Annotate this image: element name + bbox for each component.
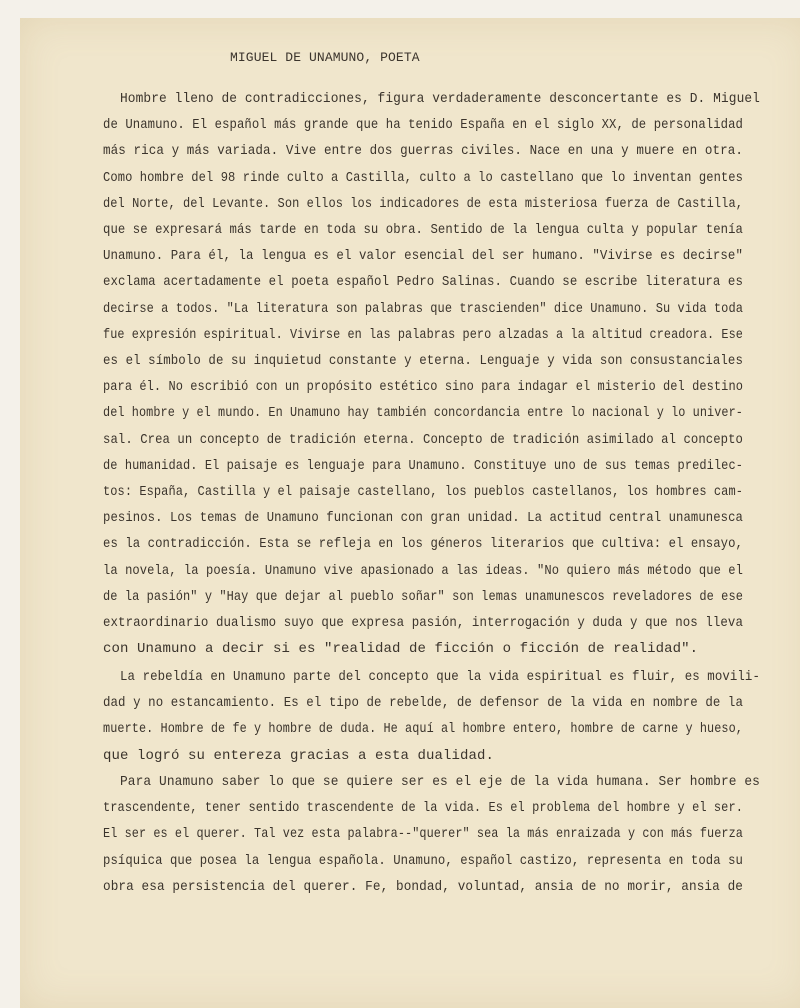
paragraph-2-line: dad y no estancamiento. Es el tipo de rebelde, de defensor de la vida en nombre de la [103, 695, 743, 712]
paragraph-3-line: trascendente, tener sentido trascendente de la vida. Es el problema del hombre y el ser. [103, 800, 743, 817]
paragraph-2-line: que logró su entereza gracias a esta dualidad. [103, 747, 495, 764]
paragraph-3-line: El ser es el querer. Tal vez esta palabra--"querer" sea la más enraizada y con más fuerza [103, 826, 743, 843]
paragraph-3-line: obra esa persistencia del querer. Fe, bondad, voluntad, ansia de no morir, ansia de [103, 878, 743, 895]
paragraph-1-line: es la contradicción. Esta se refleja en los géneros literarios que cultiva: el ensayo, [103, 536, 743, 553]
paragraph-2-line: La rebeldía en Unamuno parte del concepto que la vida espiritual es fluir, es movili- [120, 669, 760, 685]
paragraph-1-line: exclama acertadamente el poeta español Pedro Salinas. Cuando se escribe literatura es [103, 274, 743, 291]
paragraph-3-line: Para Unamuno saber lo que se quiere ser es el eje de la vida humana. Ser hombre es [120, 774, 760, 790]
paragraph-1-line: extraordinario dualismo suyo que expresa pasión, interrogación y duda y que nos lleva [103, 615, 743, 631]
paragraph-1-line: es el símbolo de su inquietud constante y eterna. Lenguaje y vida son consustanciales [103, 353, 743, 369]
paragraph-1-line: pesinos. Los temas de Unamuno funcionan con gran unidad. La actitud central unamunesca [103, 510, 743, 527]
paragraph-1-line: Hombre lleno de contradicciones, figura verdaderamente desconcertante es D. Miguel [120, 91, 760, 107]
paragraph-1-line: para él. No escribió con un propósito estético sino para indagar el misterio del destino [103, 379, 743, 396]
paragraph-2-line: muerte. Hombre de fe y hombre de duda. He aquí al hombre entero, hombre de carne y hueso, [103, 721, 743, 738]
paragraph-1-line: decirse a todos. "La literatura son palabras que trascienden" dice Unamuno. Su vida toda [103, 300, 743, 317]
paragraph-1-line: fue expresión espiritual. Vivirse en las palabras pero alzadas a la altitud creadora. Ese [103, 326, 743, 343]
paragraph-1-line: de la pasión" y "Hay que dejar al pueblo soñar" son lemas unamunescos reveladores de ese [103, 588, 743, 605]
paragraph-1-line: del hombre y el mundo. En Unamuno hay también concordancia entre lo nacional y lo univer- [103, 405, 743, 422]
paragraph-3-line: psíquica que posea la lengua española. Unamuno, español castizo, representa en toda su [103, 852, 743, 869]
paragraph-1-line: Unamuno. Para él, la lengua es el valor esencial del ser humano. "Vivirse es decirse" [103, 248, 743, 265]
paragraph-1-line: de humanidad. El paisaje es lenguaje para Unamuno. Constituye uno de sus temas predilec- [103, 457, 743, 474]
paragraph-1-line: tos: España, Castilla y el paisaje castellano, los pueblos castellanos, los hombres cam- [103, 484, 743, 500]
paragraph-1-line: Como hombre del 98 rinde culto a Castilla, culto a lo castellano que lo inventan gentes [103, 169, 743, 186]
paragraph-1-line: de Unamuno. El español más grande que ha tenido España en el siglo XX, de personalidad [103, 117, 743, 134]
paragraph-1-line: del Norte, del Levante. Son ellos los indicadores de esta misteriosa fuerza de Castilla, [103, 195, 743, 212]
paragraph-1-line: sal. Crea un concepto de tradición eterna. Concepto de tradición asimilado al concepto [103, 431, 743, 448]
paragraph-1-line: más rica y más variada. Vive entre dos guerras civiles. Nace en una y muere en otra. [103, 143, 743, 160]
paragraph-1-line: con Unamuno a decir si es "realidad de ficción o ficción de realidad". [103, 641, 699, 658]
paragraph-1-line: que se expresará más tarde en toda su obra. Sentido de la lengua culta y popular tenía [103, 222, 743, 238]
paragraph-1-line: la novela, la poesía. Unamuno vive apasionado a las ideas. "No quiero más método que el [103, 562, 743, 579]
document-title: MIGUEL DE UNAMUNO, POETA [230, 50, 420, 65]
